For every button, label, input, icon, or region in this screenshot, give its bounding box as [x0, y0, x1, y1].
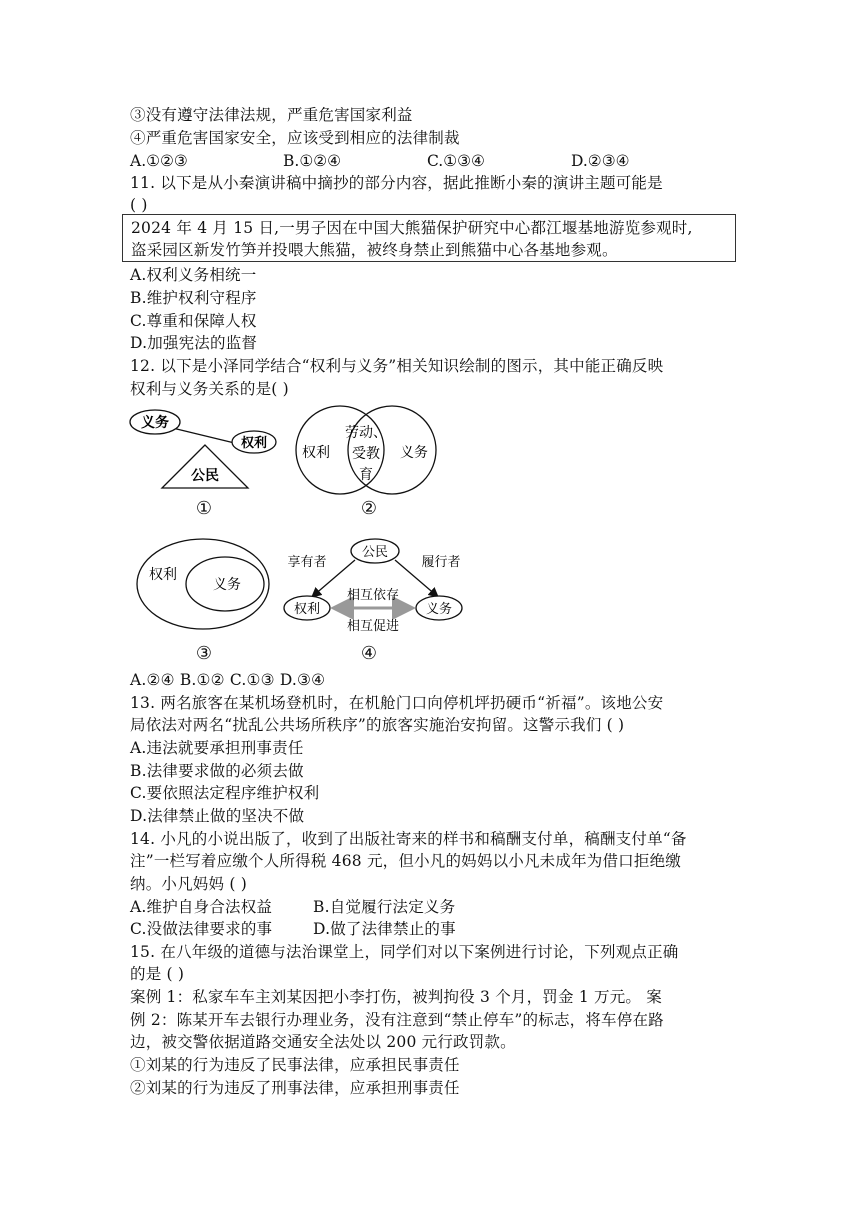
q14-option-c: C.没做法律要求的事 [130, 920, 273, 938]
fig4-mutual-promotion-label: 相互促进 [346, 619, 400, 634]
fig4-holder-label: 享有者 [287, 555, 327, 570]
fig3-outer-label: 权利 [149, 567, 177, 583]
fig2-mid-1: 劳动、 [345, 425, 387, 441]
q12-stem: 12. 以下是小泽同学结合“权利与义务”相关知识绘制的图示，其中能正确反映 [130, 357, 664, 375]
q15-stem: 15. 在八年级的道德与法治课堂上，同学们对以下案例进行讨论，下列观点正确 [130, 943, 679, 961]
q12-stem-line-2: 权利与义务关系的是( ) [130, 380, 289, 398]
fig2-obligation-label: 义务 [400, 445, 428, 461]
q14-stem-line-3: 纳。小凡妈妈 ( ) [130, 875, 247, 893]
fig1-right-label: 权利 [240, 436, 268, 451]
q10-option-d: D.②③④ [571, 152, 630, 170]
figure-4-number: ④ [360, 643, 378, 664]
figure-4-relation [280, 536, 470, 636]
q11-option-b: B.维护权利守程序 [130, 289, 257, 307]
q15-case-line-2: 例 2：陈某开车去银行办理业务，没有注意到“禁止停车”的标志，将车停在路 [130, 1011, 664, 1029]
q11-option-c: C.尊重和保障人权 [130, 312, 257, 330]
fig4-interdependent-label: 相互依存 [346, 588, 400, 603]
q14-stem: 14. 小凡的小说出版了，收到了出版社寄来的样书和稿酬支付单，稿酬支付单“备 [130, 830, 687, 848]
fig2-mid-2: 受教 [352, 446, 380, 462]
figure-2-venn [294, 402, 440, 498]
q13-stem: 13. 两名旅客在某机场登机时，在机舱门口向停机坪扔硬币“祈福”。该地公安 [130, 694, 664, 712]
fig4-obligation-label: 义务 [425, 602, 453, 617]
q15-statement-1: ①刘某的行为违反了民事法律，应承担民事责任 [130, 1056, 460, 1074]
fig1-obligation-label: 义务 [141, 415, 169, 431]
q11-quote-box [122, 214, 736, 262]
q14-option-a: A.维护自身合法权益 [130, 898, 273, 916]
q13-stem-line-2: 局依法对两名“扰乱公共场所秩序”的旅客实施治安拘留。这警示我们 ( ) [130, 716, 625, 734]
q14-option-b: B.自觉履行法定义务 [313, 898, 456, 916]
q15-case-line-3: 边，被交警依据道路交通安全法处以 200 元行政罚款。 [130, 1033, 516, 1051]
figure-1-number: ① [195, 498, 213, 519]
option-line-3: ③没有遵守法律法规，严重危害国家利益 [130, 106, 413, 124]
q15-case-line-1: 案例 1：私家车车主刘某因把小李打伤，被判拘役 3 个月，罚金 1 万元。 案 [130, 988, 662, 1006]
q15-statement-2: ②刘某的行为违反了刑事法律，应承担刑事责任 [130, 1079, 460, 1097]
option-line-4: ④严重危害国家安全，应该受到相应的法律制裁 [130, 129, 460, 147]
fig2-right-label: 权利 [302, 445, 330, 461]
fig3-inner-label: 义务 [213, 577, 241, 593]
q13-option-b: B.法律要求做的必须去做 [130, 762, 304, 780]
figure-3-nested [130, 534, 280, 638]
q11-stem: 11. 以下是从小秦演讲稿中摘抄的部分内容，据此推断小秦的演讲主题可能是 [130, 174, 663, 192]
fig4-performer-label: 履行者 [421, 555, 461, 570]
fig4-right-label: 权利 [293, 602, 321, 617]
q14-stem-line-2: 注”一栏写着应缴个人所得税 468 元，但小凡的妈妈以小凡未成年为借口拒绝缴 [130, 852, 681, 870]
q13-option-d: D.法律禁止做的坚决不做 [130, 807, 305, 825]
q11-option-d: D.加强宪法的监督 [130, 334, 258, 352]
q13-option-c: C.要依照法定程序维护权利 [130, 784, 320, 802]
q14-option-d: D.做了法律禁止的事 [313, 920, 456, 938]
fig1-citizen-label: 公民 [191, 468, 219, 484]
q13-option-a: A.违法就要承担刑事责任 [130, 739, 304, 757]
q12-options: A.②④ B.①② C.①③ D.③④ [130, 671, 326, 689]
q11-quote-line-1: 2024 年 4 月 15 日,一男子因在中国大熊猫保护研究中心都江堰基地游览参观时, [131, 219, 693, 237]
figure-2-number: ② [360, 498, 378, 519]
q11-option-a: A.权利义务相统一 [130, 266, 257, 284]
q11-quote-line-2: 盗采园区新发竹笋并投喂大熊猫，被终身禁止到熊猫中心各基地参观。 [131, 241, 618, 259]
fig4-citizen-label: 公民 [361, 545, 389, 560]
q15-stem-line-2: 的是 ( ) [130, 965, 185, 983]
q11-answer-blank: ( ) [130, 196, 148, 214]
figure-3-number: ③ [195, 643, 213, 664]
q10-option-b: B.①②④ [283, 152, 342, 170]
figure-1-seesaw [126, 402, 286, 494]
fig2-mid-3: 育 [359, 467, 373, 483]
q10-option-a: A.①②③ [130, 152, 188, 170]
q10-option-c: C.①③④ [427, 152, 485, 170]
